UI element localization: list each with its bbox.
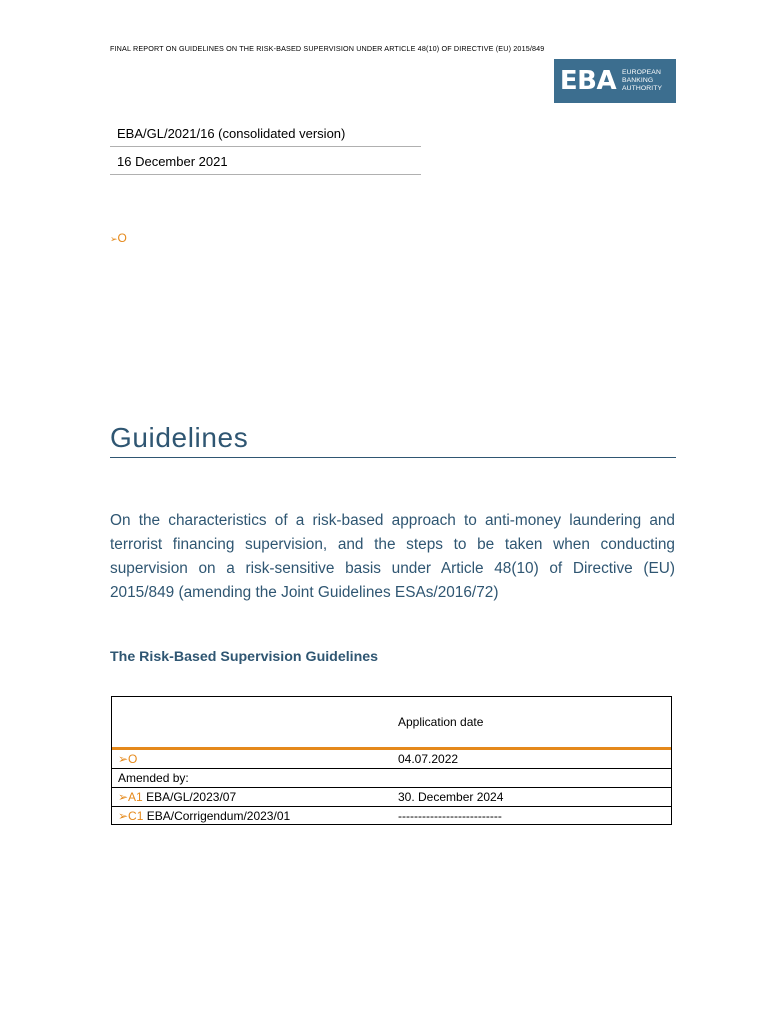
table-cell [112,771,392,785]
table-header-cell: Application date [398,715,484,729]
table-cell: 30. December 2024 [398,790,504,804]
table-cell [112,790,392,804]
original-marker [110,231,127,245]
table-cell [112,752,392,766]
amendment-tag: ➢A1 [118,790,143,804]
logo-text [622,69,662,93]
document-subtitle: On the characteristics of a risk-based approach to anti-money laundering and terrorist financing supervision, and the steps to be taken when conducting supervision on a risk-sensitive basis under Article 48(10) of Directive (EU) 2015/849 (amending the Joint Guidelines ESAs/2016/72) [110,512,675,601]
table-cell [112,809,392,823]
table-row [112,807,671,824]
table-row [112,769,671,788]
table-row [112,750,671,769]
document-date: 16 December 2021 [110,148,421,175]
amendment-tag: ➢C1 [118,808,144,823]
amendment-text: Amended by: [118,771,189,785]
logo-text-line: EUROPEAN [622,69,661,76]
page-title: Guidelines [110,419,676,458]
document-reference: EBA/GL/2021/16 (consolidated version) [110,120,421,147]
table-row [112,788,671,807]
table-cell: 04.07.2022 [398,752,459,766]
table-header-row [112,697,671,750]
table-cell: -------------------------- [398,808,502,823]
marker-label: O [117,231,127,245]
running-header: FINAL REPORT ON GUIDELINES ON THE RISK-BASED SUPERVISION UNDER ARTICLE 48(10) OF DIRECTIVE (EU) 2015/849 [110,44,545,53]
logo-mark: EBA [559,66,617,96]
logo-text-line: BANKING [622,77,654,84]
amendment-tag: ➢O [118,752,138,766]
amendments-table [111,696,672,825]
amendment-text: EBA/GL/2023/07 [142,790,237,804]
logo-text-line: AUTHORITY [622,85,663,92]
amendment-text: EBA/Corrigendum/2023/01 [143,808,291,823]
arrow-icon: ➢ [110,234,118,244]
section-heading: The Risk-Based Supervision Guidelines [110,649,379,665]
eba-logo [554,59,676,103]
